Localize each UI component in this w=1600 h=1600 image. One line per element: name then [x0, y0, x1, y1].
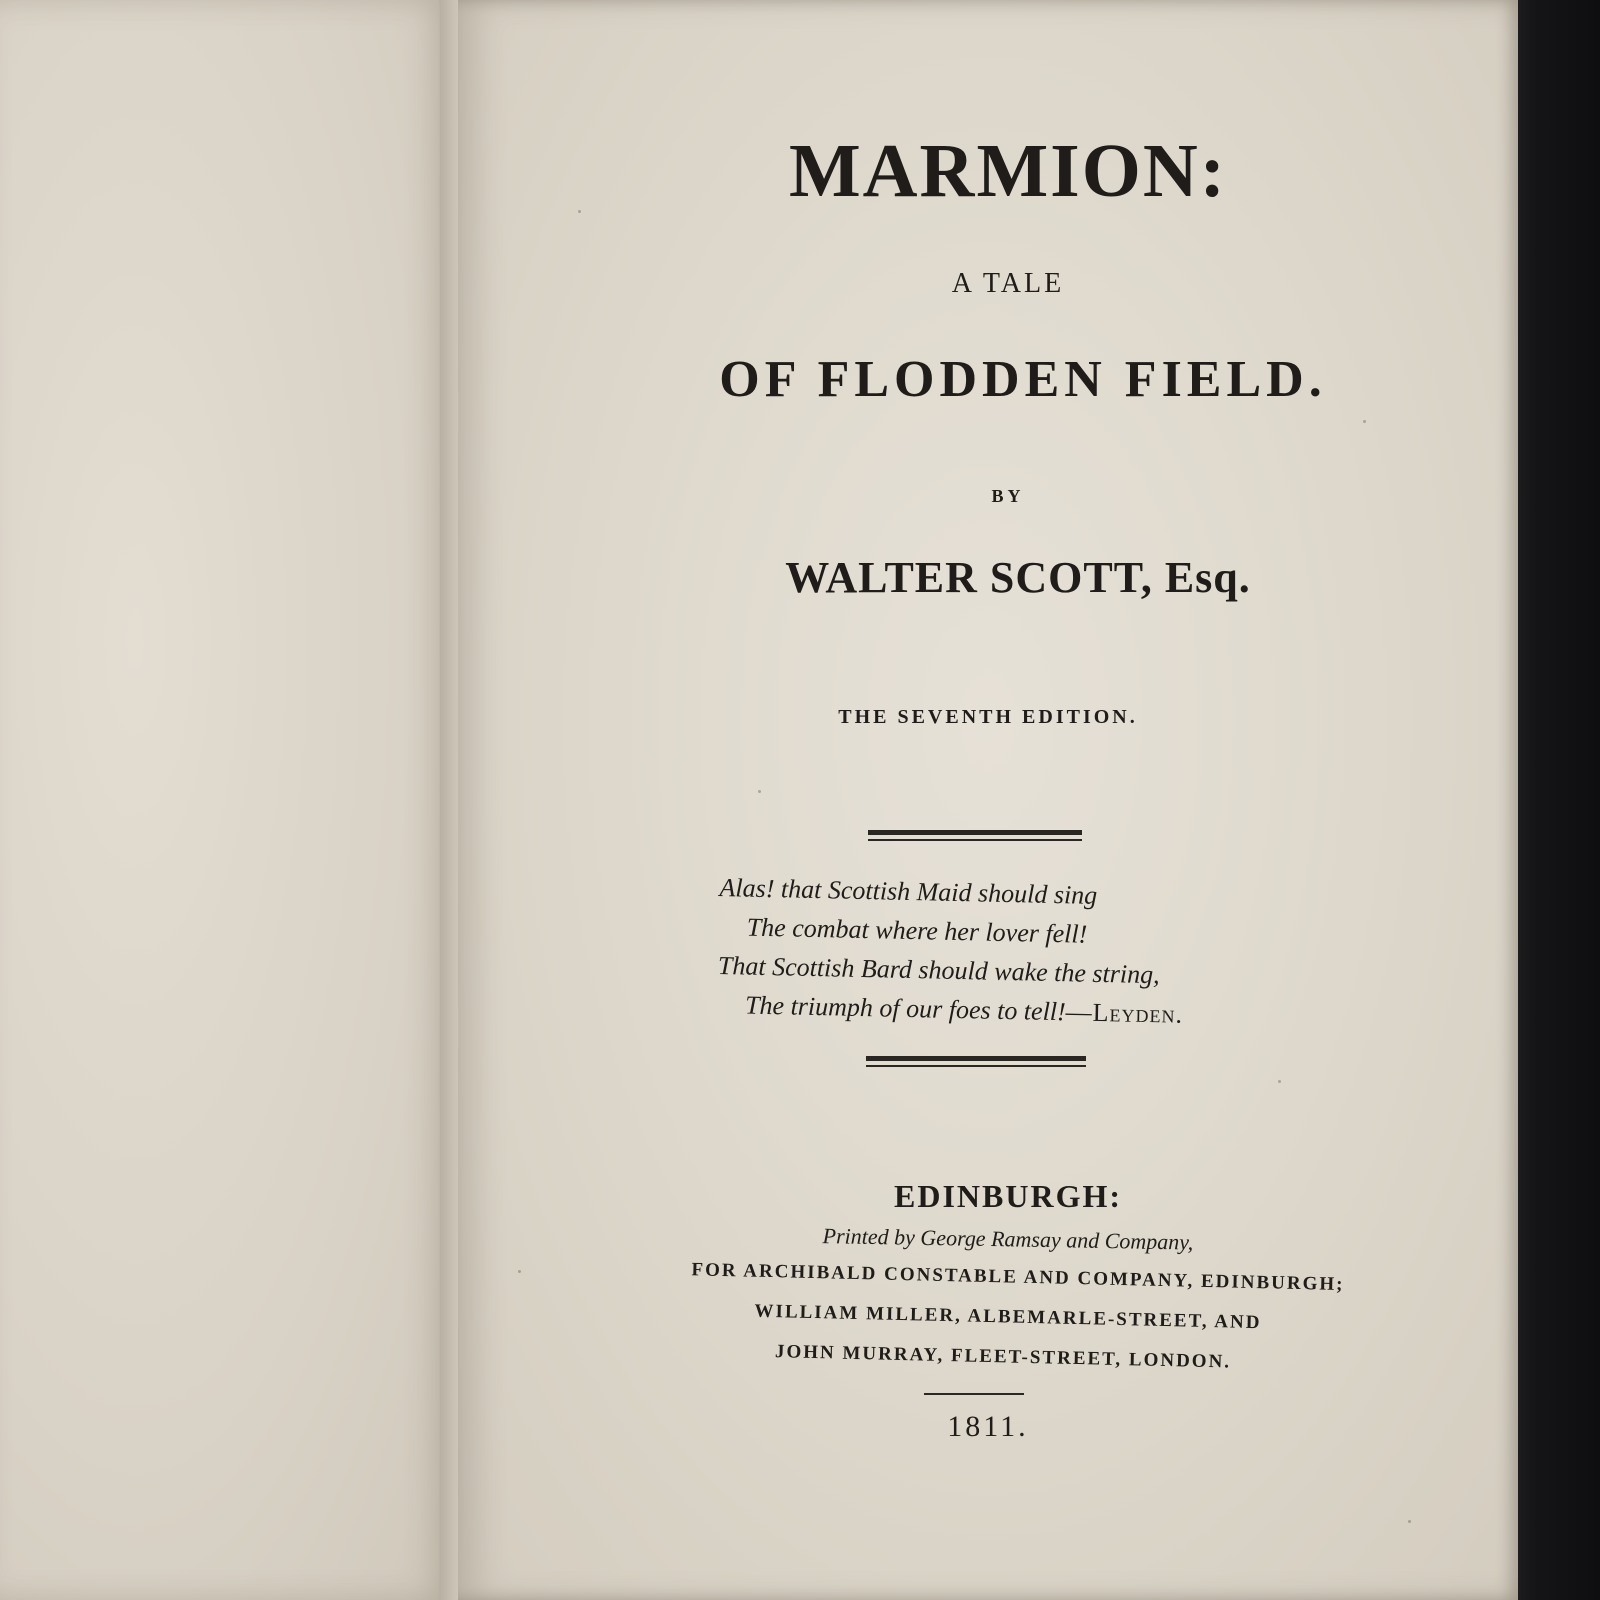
publication-year: 1811.: [947, 1410, 1029, 1443]
epigraph: [717, 868, 1340, 1037]
book-title: MARMION:: [788, 129, 1228, 213]
left-blank-page: [0, 0, 452, 1600]
subtitle-line-1: A TALE: [951, 268, 1065, 299]
imprint-line: WILLIAM MILLER, ALBEMARLE-STREET, AND: [754, 1300, 1262, 1334]
epigraph-line: Alas! that Scottish Maid should sing: [719, 872, 1098, 910]
paper-speck: [1278, 1080, 1281, 1083]
epigraph-line: The triumph of our foes to tell!: [744, 990, 1067, 1027]
author-name: WALTER SCOTT, Esq.: [785, 553, 1251, 602]
edition-statement: THE SEVENTH EDITION.: [838, 706, 1138, 728]
double-rule-top: [868, 830, 1082, 844]
paper-speck: [758, 790, 761, 793]
epigraph-line: The combat where her lover fell!: [746, 912, 1088, 949]
imprint-line: FOR ARCHIBALD CONSTABLE AND COMPANY, EDINBURGH;: [691, 1259, 1345, 1296]
short-rule: [924, 1393, 1024, 1395]
paper-speck: [1363, 420, 1366, 423]
paper-speck: [1408, 1520, 1411, 1523]
by-line: BY: [991, 486, 1025, 506]
epigraph-attribution: —Leyden.: [1065, 997, 1184, 1029]
printer-line: Printed by George Ramsay and Company,: [822, 1223, 1194, 1255]
epigraph-line: That Scottish Bard should wake the string,: [717, 950, 1160, 990]
publication-place: EDINBURGH:: [893, 1178, 1122, 1214]
double-rule-bottom: [866, 1056, 1086, 1070]
subtitle-line-2: OF FLODDEN FIELD.: [719, 351, 1327, 408]
imprint-line: JOHN MURRAY, FLEET-STREET, LONDON.: [774, 1341, 1232, 1373]
title-page: [458, 0, 1518, 1600]
